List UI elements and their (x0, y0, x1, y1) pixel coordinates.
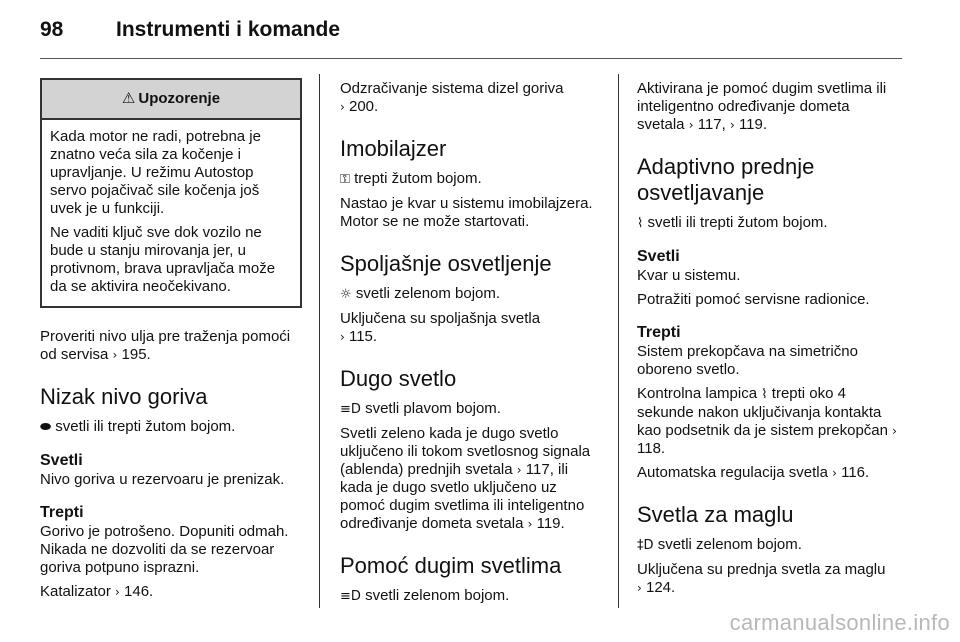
low-fuel-intro: ⬬ svetli ili trepti žutom bojom. (40, 418, 236, 435)
afl-lit-text-1: Kvar u sistemu. (637, 267, 741, 284)
immobiliser-intro: ⚿ trepti žutom bojom. (340, 170, 482, 187)
column-3 (637, 80, 899, 603)
fuel-lamp-icon: ⬬ (40, 420, 52, 435)
auto-light-paragraph: Automatska regulacija svetla › 116. (637, 464, 870, 481)
afl-icon: ⌇ (761, 387, 768, 402)
page-ref-arrow-icon: › (340, 330, 345, 344)
warning-paragraph: Kada motor ne radi, potrebna je znatno veća sila za kočenje i upravljanje. U režimu Autostop servo pojačivač sile kočenja još uvek je u funkciji. (50, 128, 261, 217)
immobiliser-icon: ⚿ (340, 172, 350, 187)
exterior-light-heading: Spoljašnje osvetljenje (340, 251, 552, 276)
watermark: carmanualsonline.info (729, 610, 950, 635)
page-ref[interactable]: 117, ili (525, 461, 569, 478)
afl-flash-heading: Trepti (637, 324, 681, 341)
column-divider-2 (618, 74, 619, 608)
warning-body (42, 120, 300, 306)
exterior-light-icon: ☼ (340, 287, 352, 302)
exterior-light-intro: ☼ svetli zelenom bojom. (340, 285, 501, 302)
page-number: 98 (40, 18, 64, 41)
chapter-title: Instrumenti i komande (116, 18, 341, 41)
page-ref-arrow-icon: › (637, 581, 642, 595)
page-ref[interactable]: 118. (637, 440, 666, 457)
high-beam-icon: ≡D (340, 402, 361, 417)
afl-flash-text-2: Kontrolna lampica ⌇ trepti oko 4 sekunde nakon uključivanja kontakta kao podsetnik da je sistem prekopčan › 118. (637, 385, 897, 457)
page-ref[interactable]: 116. (841, 464, 870, 481)
high-beam-assist-icon: ≡D (340, 589, 361, 604)
high-beam-assist-intro: ≡D svetli zelenom bojom. (340, 587, 510, 604)
page-ref-arrow-icon: › (112, 348, 118, 362)
page-ref-arrow-icon: › (115, 585, 120, 599)
page-ref-arrow-icon: › (729, 118, 735, 132)
high-beam-assist-heading: Pomoć dugim svetlima (340, 553, 562, 578)
low-fuel-flash-heading: Trepti (40, 504, 84, 521)
page-ref[interactable]: 195. (121, 346, 151, 363)
warning-box (40, 78, 302, 308)
afl-intro: ⌇ svetli ili trepti žutom bojom. (637, 214, 828, 231)
header-divider (40, 58, 902, 59)
immobiliser-text: Nastao je kvar u sistemu imobilajzera. Motor se ne može startovati. (340, 195, 593, 230)
page-ref[interactable]: 119. (536, 515, 565, 532)
column-1 (40, 78, 302, 607)
warning-paragraph: Ne vaditi ključ sve dok vozilo ne bude u stanju mirovanja jer, u protivnom, brava upravljača može da se aktivira neočekivano. (50, 224, 276, 295)
high-beam-heading: Dugo svetlo (340, 366, 457, 391)
page-ref-arrow-icon: › (340, 100, 345, 114)
column-2 (340, 80, 602, 612)
page-ref-arrow-icon: › (688, 118, 694, 132)
page-ref[interactable]: 124. (645, 579, 676, 596)
page-ref[interactable]: 115. (348, 328, 378, 345)
exterior-light-text: Uključena su spoljašnja svetla › 115. (340, 310, 541, 345)
high-beam-assist-continued: Aktivirana je pomoć dugim svetlima ili inteligentno određivanje dometa svetala › 117, › 119. (637, 80, 887, 133)
low-fuel-lit-heading: Svetli (40, 452, 83, 469)
page-ref[interactable]: 117, (697, 116, 726, 133)
column-divider-1 (319, 74, 320, 608)
low-fuel-flash-text: Gorivo je potrošeno. Dopuniti odmah. Nikada ne dozvoliti da se rezervoar goriva potpuno isprazni. (40, 523, 289, 576)
oil-check-text: Proveriti nivo ulja pre traženja pomoći od servisa (40, 328, 291, 363)
page-ref[interactable]: 146. (124, 583, 154, 600)
immobiliser-heading: Imobilajzer (340, 136, 447, 161)
afl-flash-text-1: Sistem prekopčava na simetrično oboreno svetlo. (637, 343, 858, 378)
warning-triangle-icon: ⚠ (121, 90, 136, 107)
warning-header (42, 80, 300, 120)
page-ref-arrow-icon: › (832, 466, 837, 480)
catalyst-paragraph: Katalizator › 146. (40, 583, 154, 600)
afl-lit-text-2: Potražiti pomoć servisne radionice. (637, 291, 870, 308)
low-fuel-lit-text: Nivo goriva u rezervoaru je prenizak. (40, 471, 285, 488)
fog-light-text: Uključena su prednja svetla za maglu › 124. (637, 561, 886, 596)
diesel-vent-paragraph: Odzračivanje sistema dizel goriva › 200. (340, 80, 564, 115)
low-fuel-heading: Nizak nivo goriva (40, 384, 208, 409)
high-beam-intro: ≡D svetli plavom bojom. (340, 400, 501, 417)
page-ref-arrow-icon: › (527, 517, 533, 531)
page-ref-arrow-icon: › (892, 424, 897, 438)
page-ref-arrow-icon: › (516, 463, 522, 477)
front-fog-icon: ‡D (637, 538, 654, 553)
page-ref[interactable]: 119. (738, 116, 768, 133)
afl-icon: ⌇ (637, 216, 644, 231)
page-ref[interactable]: 200. (348, 98, 379, 115)
fog-light-heading: Svetla za maglu (637, 502, 794, 527)
fog-light-intro: ‡D svetli zelenom bojom. (637, 536, 802, 553)
oil-check-paragraph (40, 328, 302, 364)
warning-title: Upozorenje (138, 90, 221, 107)
afl-lit-heading: Svetli (637, 248, 680, 265)
page-header (40, 18, 902, 48)
afl-heading: Adaptivno prednje osvetljavanje (637, 154, 815, 205)
high-beam-text: Svetli zeleno kada je dugo svetlo uključeno ili tokom svetlosnog signala (ablenda) prednjih svetala › 117, ili kada je dugo svetlo uključeno uz pomoć dugim svetlima ili inteligentno određivanje dometa svetala › 119. (340, 425, 591, 532)
